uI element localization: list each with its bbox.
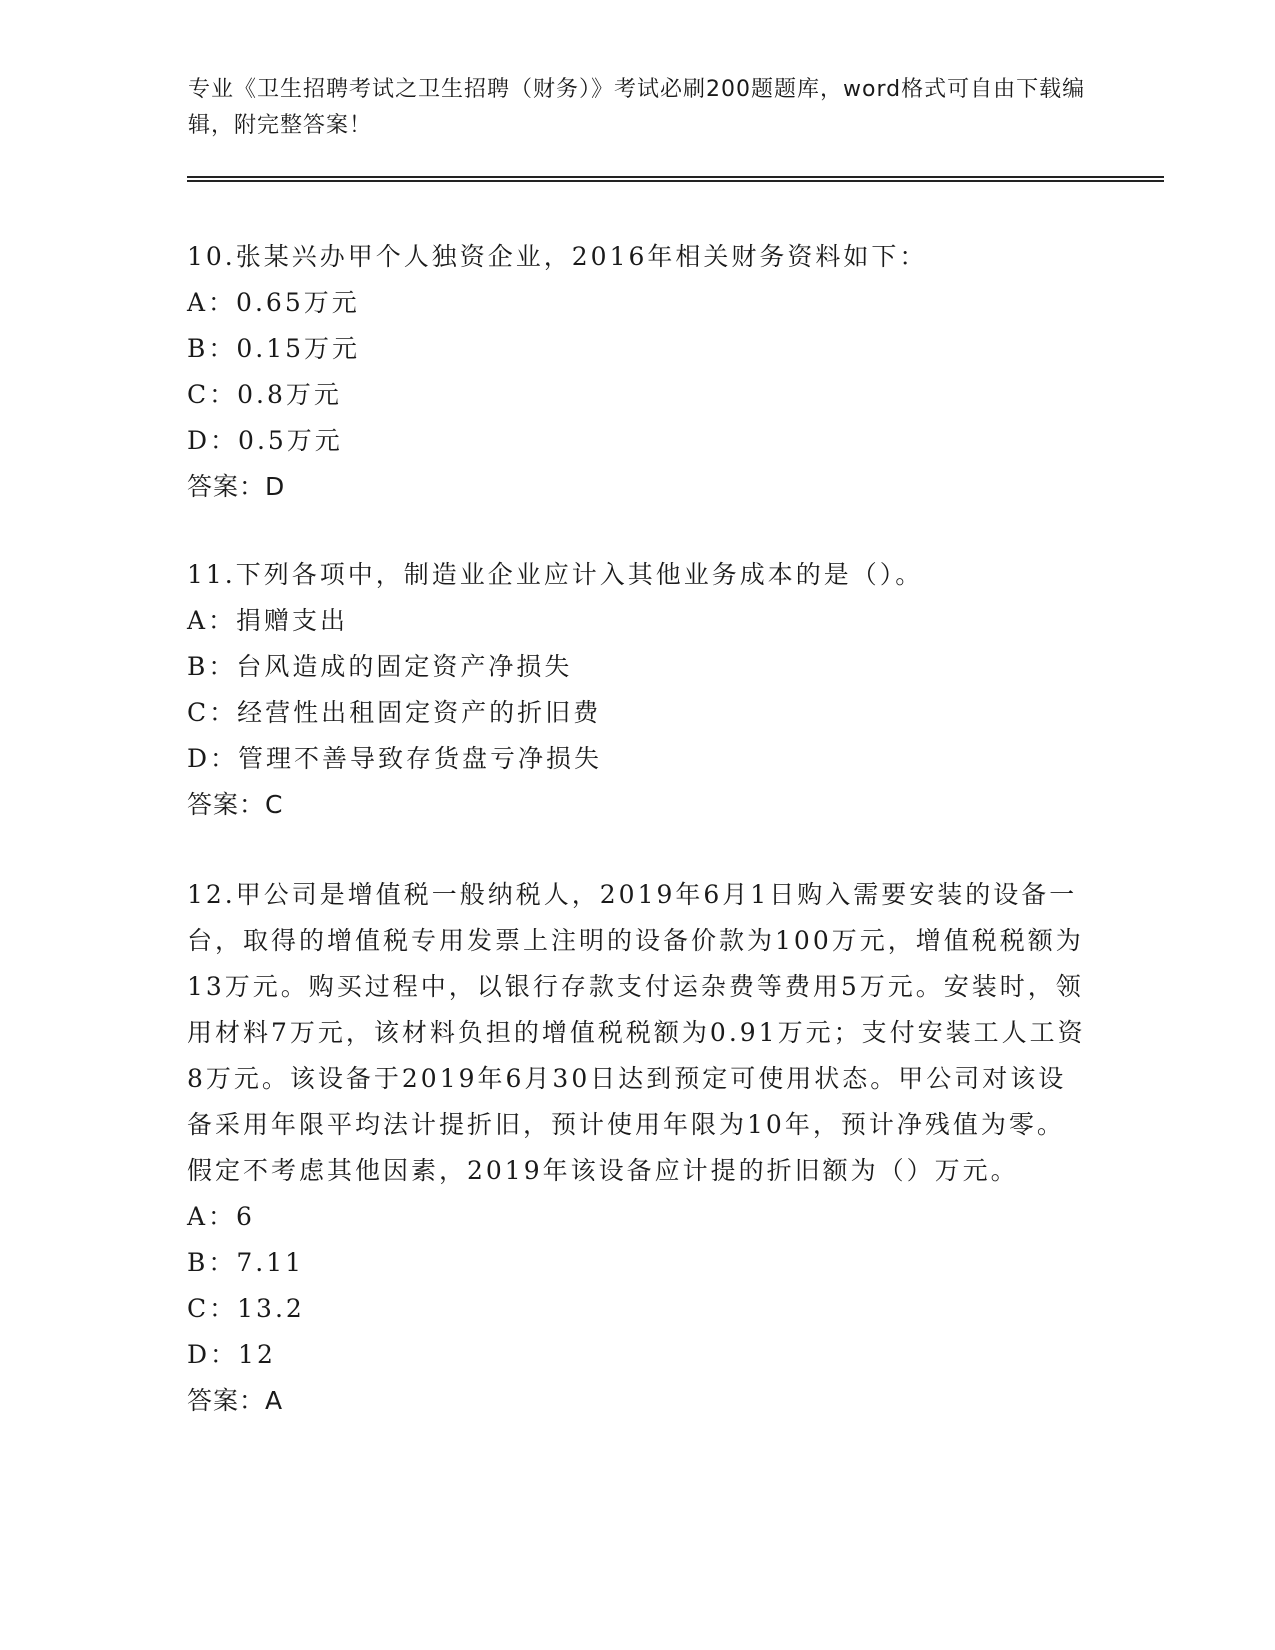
option-d: D：0.5万元 <box>187 426 343 455</box>
answer: 答案：C <box>187 790 284 819</box>
option-b: B：0.15万元 <box>187 334 361 363</box>
question-stem: 10.张某兴办甲个人独资企业，2016年相关财务资料如下： <box>187 242 928 271</box>
option-d: D：管理不善导致存货盘亏净损失 <box>187 744 603 773</box>
question-stem: 11.下列各项中，制造业企业应计入其他业务成本的是（）。 <box>187 560 924 589</box>
option-c: C：0.8万元 <box>187 380 342 409</box>
option-a: A：6 <box>187 1202 255 1231</box>
answer: 答案：A <box>187 1386 284 1415</box>
option-a: A：捐赠支出 <box>187 606 349 635</box>
option-c: C：经营性出租固定资产的折旧费 <box>187 698 602 727</box>
answer: 答案：D <box>187 472 286 501</box>
option-a: A：0.65万元 <box>187 288 360 317</box>
header-divider <box>187 176 1164 182</box>
document-header: 专业《卫生招聘考试之卫生招聘（财务）》考试必刷200题题库，word格式可自由下载编辑，附完整答案！ <box>188 77 1086 138</box>
option-d: D：12 <box>187 1340 276 1369</box>
question-12 <box>187 872 1087 1424</box>
question-stem: 12.甲公司是增值税一般纳税人，2019年6月1日购入需要安装的设备一台，取得的增值税专用发票上注明的设备价款为100万元，增值税税额为13万元。购买过程中，以银行存款支付运杂费等费用5万元。安装时，领用材料7万元，该材料负担的增值税税额为0.91万元；支付安装工人工资8万元。该设备于2019年6月30日达到预定可使用状态。甲公司对该设备采用年限平均法计提折旧，预计使用年限为10年，预计净残值为零。假定不考虑其他因素，2019年该设备应计提的折旧额为（）万元。 <box>187 880 1086 1185</box>
option-c: C：13.2 <box>187 1294 305 1323</box>
question-11 <box>187 552 1087 828</box>
option-b: B：台风造成的固定资产净损失 <box>187 652 573 681</box>
option-b: B：7.11 <box>187 1248 305 1277</box>
question-10 <box>187 234 1087 510</box>
